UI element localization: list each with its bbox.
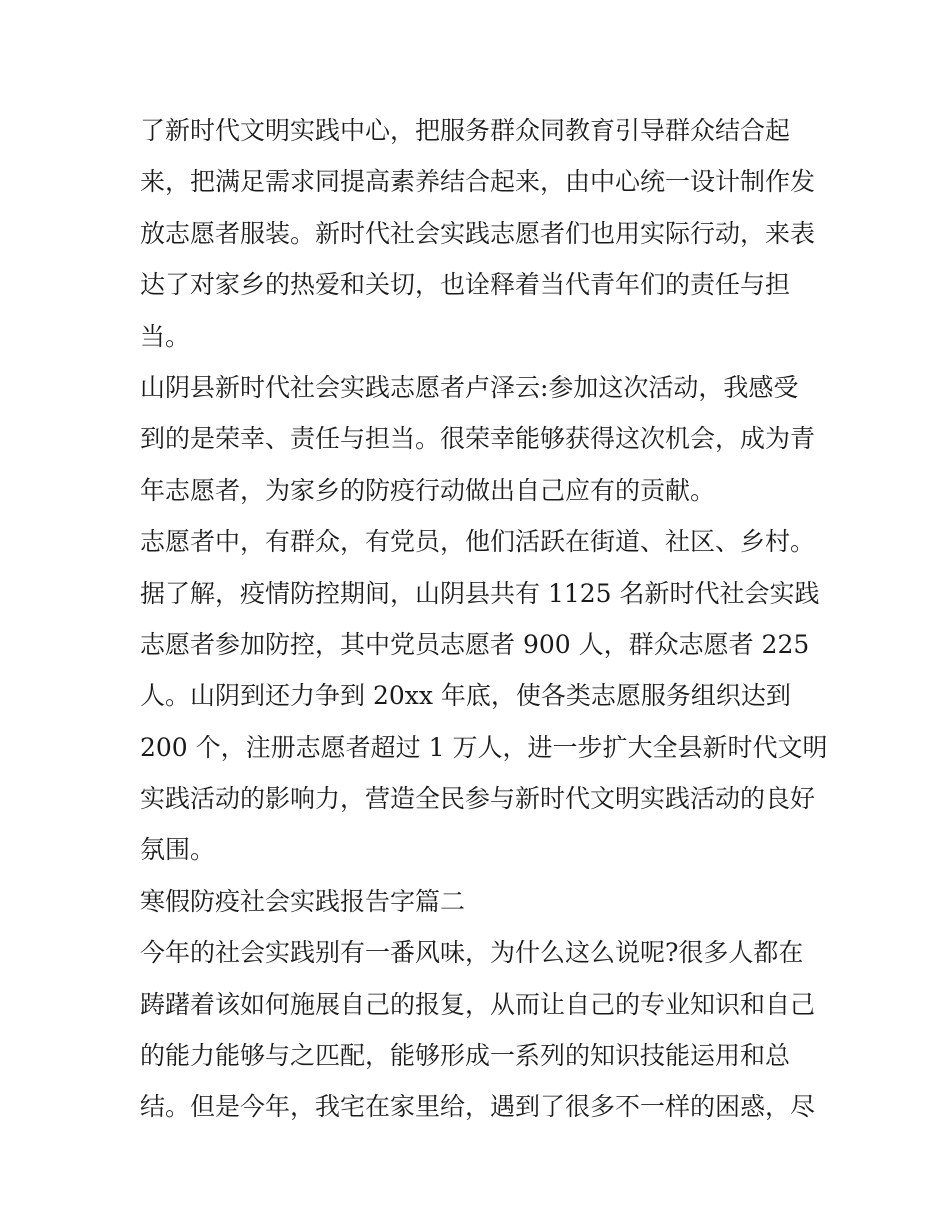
text-line: 氛围。 <box>140 835 216 865</box>
text-line: 200 个，注册志愿者超过 1 万人，进一步扩大全县新时代文明 <box>140 732 828 762</box>
text-line: 志愿者中，有群众，有党员，他们活跃在街道、社区、乡村。 <box>140 527 816 557</box>
text-line: 来，把满足需求同提高素养结合起来，由中心统一设计制作发 <box>140 167 816 197</box>
text-line: 放志愿者服装。新时代社会实践志愿者们也用实际行动，来表 <box>140 218 816 248</box>
text-line: 达了对家乡的热爱和关切，也诠释着当代青年们的责任与担 <box>140 270 791 300</box>
section-heading: 寒假防疫社会实践报告字篇二 <box>140 886 466 916</box>
text-line: 踌躇着该如何施展自己的报复，从而让自己的专业知识和自己 <box>140 989 816 1019</box>
text-line: 人。山阴到还力争到 20xx 年底，使各类志愿服务组织达到 <box>140 681 791 711</box>
document-body <box>140 105 830 1133</box>
text-line: 了新时代文明实践中心，把服务群众同教育引导群众结合起 <box>140 116 791 145</box>
text-line: 结。但是今年，我宅在家里给，遇到了很多不一样的困惑，尽 <box>140 1092 816 1122</box>
text-line: 山阴县新时代社会实践志愿者卢泽云:参加这次活动，我感受 <box>140 372 799 402</box>
text-line: 今年的社会实践别有一番风味，为什么这么说呢?很多人都在 <box>140 938 804 968</box>
text-line: 志愿者参加防控，其中党员志愿者 900 人，群众志愿者 225 <box>140 629 810 659</box>
text-line: 年志愿者，为家乡的防疫行动做出自己应有的贡献。 <box>140 475 716 505</box>
text-line: 当。 <box>140 321 191 351</box>
text-line: 到的是荣幸、责任与担当。很荣幸能够获得这次机会，成为青 <box>140 424 816 454</box>
text-line: 的能力能够与之匹配，能够形成一系列的知识技能运用和总 <box>140 1041 791 1071</box>
text-line: 据了解，疫情防控期间，山阴县共有 1125 名新时代社会实践 <box>140 578 820 608</box>
text-line: 实践活动的影响力，营造全民参与新时代文明实践活动的良好 <box>140 784 816 814</box>
